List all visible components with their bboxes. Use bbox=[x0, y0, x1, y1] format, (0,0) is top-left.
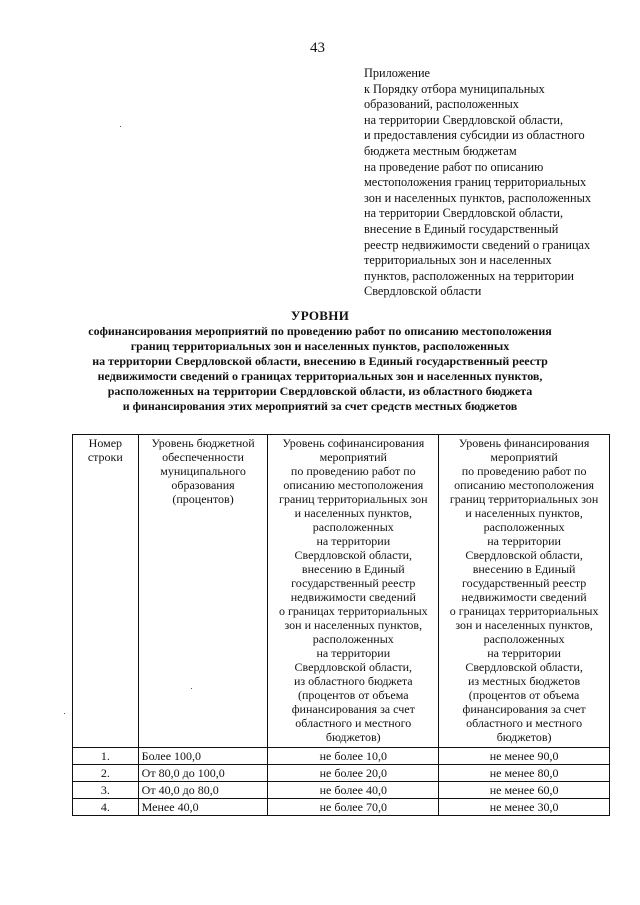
header-line: расположенных bbox=[483, 520, 565, 534]
header-regional-cofinancing bbox=[268, 435, 439, 748]
header-line: на территории bbox=[316, 534, 391, 548]
header-line: внесению в Единый bbox=[472, 562, 576, 576]
appendix-line: к Порядку отбора муниципальных bbox=[364, 81, 545, 96]
cell-regional-share: не более 40,0 bbox=[268, 782, 439, 799]
subtitle-line: расположенных на территории Свердловской области, из областного бюджета bbox=[107, 384, 533, 398]
header-line: из местных бюджетов bbox=[467, 674, 581, 688]
header-line: описанию местоположения bbox=[454, 478, 595, 492]
appendix-line: зон и населенных пунктов, расположенных bbox=[364, 190, 591, 205]
header-line: и населенных пунктов, bbox=[294, 506, 413, 520]
header-line: мероприятий bbox=[490, 450, 558, 464]
appendix-line: Приложение bbox=[364, 66, 430, 80]
cell-regional-share: не более 10,0 bbox=[268, 748, 439, 765]
header-line: на территории bbox=[316, 646, 391, 660]
subtitle-line: софинансирования мероприятий по проведению работ по описанию местоположения bbox=[88, 324, 552, 338]
header-line: из областного бюджета bbox=[293, 674, 413, 688]
header-line: Свердловской области, bbox=[465, 660, 583, 674]
header-line: описанию местоположения bbox=[283, 478, 424, 492]
cell-regional-share: не более 70,0 bbox=[268, 799, 439, 816]
appendix-line: на проведение работ по описанию bbox=[364, 159, 544, 174]
header-line: (процентов от объема bbox=[468, 688, 580, 702]
subtitle-line: границ территориальных зон и населенных пунктов, расположенных bbox=[130, 339, 510, 353]
document-title: УРОВНИ bbox=[290, 308, 350, 323]
header-line: Свердловской области, bbox=[294, 660, 413, 674]
header-line: Уровень бюджетной bbox=[151, 436, 255, 450]
header-line: Свердловской области, bbox=[465, 548, 583, 562]
header-line: границ территориальных зон bbox=[279, 492, 428, 506]
appendix-line: на территории Свердловской области, bbox=[364, 206, 564, 221]
header-line: недвижимости сведений bbox=[290, 590, 416, 604]
header-line: зон и населенных пунктов, bbox=[284, 618, 423, 632]
header-line: государственный реестр bbox=[291, 576, 416, 590]
subtitle-line: и финансирования этих мероприятий за счет средств местных бюджетов bbox=[122, 399, 518, 413]
table-body bbox=[73, 748, 610, 816]
header-line: муниципального bbox=[160, 464, 246, 478]
header-line: бюджетов) bbox=[496, 730, 552, 744]
cell-row-number: 4. bbox=[73, 799, 139, 816]
table-header-row bbox=[73, 435, 610, 748]
cell-budget-level: От 80,0 до 100,0 bbox=[138, 765, 268, 782]
header-line: по проведению работ по bbox=[461, 464, 587, 478]
header-line: границ территориальных зон bbox=[449, 492, 599, 506]
header-line: обеспеченности bbox=[162, 450, 244, 464]
cell-budget-level: Более 100,0 bbox=[138, 748, 268, 765]
header-line: расположенных bbox=[312, 520, 394, 534]
appendix-line: реестр недвижимости сведений о границах bbox=[364, 237, 591, 252]
header-line: внесению в Единый bbox=[301, 562, 405, 576]
cell-local-share: не менее 90,0 bbox=[439, 748, 610, 765]
cell-row-number: 2. bbox=[73, 765, 139, 782]
header-line: (процентов от объема bbox=[297, 688, 409, 702]
header-line: (процентов) bbox=[172, 492, 234, 506]
appendix-line: Свердловской области bbox=[364, 284, 482, 299]
cell-budget-level: От 40,0 до 80,0 bbox=[138, 782, 268, 799]
header-line: и населенных пунктов, bbox=[465, 506, 583, 520]
header-line: Уровень софинансирования bbox=[282, 436, 425, 450]
header-line: областного и местного bbox=[466, 716, 583, 730]
table-row bbox=[73, 748, 610, 765]
header-line: расположенных bbox=[483, 632, 565, 646]
appendix-note bbox=[364, 66, 634, 300]
table-row bbox=[73, 765, 610, 782]
appendix-line: местоположения границ территориальных bbox=[364, 175, 587, 190]
appendix-line: и предоставления субсидии из областного bbox=[364, 128, 585, 143]
appendix-line: территориальных зон и населенных bbox=[364, 253, 552, 268]
subtitle-line: на территории Свердловской области, внесению в Единый государственный реестр bbox=[92, 354, 548, 368]
levels-table bbox=[72, 434, 610, 816]
header-line: на территории bbox=[487, 646, 561, 660]
header-line: о границах территориальных bbox=[449, 604, 599, 618]
header-line: финансирования за счет bbox=[462, 702, 586, 716]
header-line: бюджетов) bbox=[325, 730, 381, 744]
page-number: 43 bbox=[310, 40, 325, 56]
header-line: строки bbox=[87, 450, 123, 464]
cell-local-share: не менее 60,0 bbox=[439, 782, 610, 799]
cell-local-share: не менее 80,0 bbox=[439, 765, 610, 782]
header-line: финансирования за счет bbox=[291, 702, 415, 716]
header-local-financing bbox=[439, 435, 610, 748]
scan-speck bbox=[120, 126, 121, 127]
cell-row-number: 1. bbox=[73, 748, 139, 765]
appendix-line: на территории Свердловской области, bbox=[364, 112, 564, 127]
header-line: Уровень финансирования bbox=[458, 436, 590, 450]
scan-speck bbox=[64, 713, 65, 714]
header-row-number bbox=[73, 435, 139, 748]
header-line: на территории bbox=[487, 534, 561, 548]
appendix-line: образований, расположенных bbox=[364, 97, 519, 112]
header-line: расположенных bbox=[312, 632, 394, 646]
header-budget-level bbox=[138, 435, 268, 748]
header-line: мероприятий bbox=[319, 450, 387, 464]
cell-budget-level: Менее 40,0 bbox=[138, 799, 268, 816]
document-subtitle bbox=[60, 324, 580, 414]
cell-regional-share: не более 20,0 bbox=[268, 765, 439, 782]
header-line: образования bbox=[171, 478, 235, 492]
appendix-line: внесение в Единый государственный bbox=[364, 221, 559, 236]
table-row bbox=[73, 799, 610, 816]
appendix-line: пунктов, расположенных на территории bbox=[364, 268, 574, 283]
table-row bbox=[73, 782, 610, 799]
subtitle-line: недвижимости сведений о границах территориальных зон и населенных пунктов, bbox=[97, 369, 543, 383]
appendix-line: бюджета местным бюджетам bbox=[364, 143, 517, 158]
header-line: о границах территориальных bbox=[278, 604, 428, 618]
header-line: по проведению работ по bbox=[290, 464, 416, 478]
cell-local-share: не менее 30,0 bbox=[439, 799, 610, 816]
header-line: государственный реестр bbox=[461, 576, 587, 590]
header-line: Свердловской области, bbox=[294, 548, 413, 562]
header-line: недвижимости сведений bbox=[461, 590, 587, 604]
cell-row-number: 3. bbox=[73, 782, 139, 799]
header-line: Номер bbox=[88, 436, 123, 450]
header-line: зон и населенных пунктов, bbox=[455, 618, 593, 632]
header-line: областного и местного bbox=[295, 716, 412, 730]
